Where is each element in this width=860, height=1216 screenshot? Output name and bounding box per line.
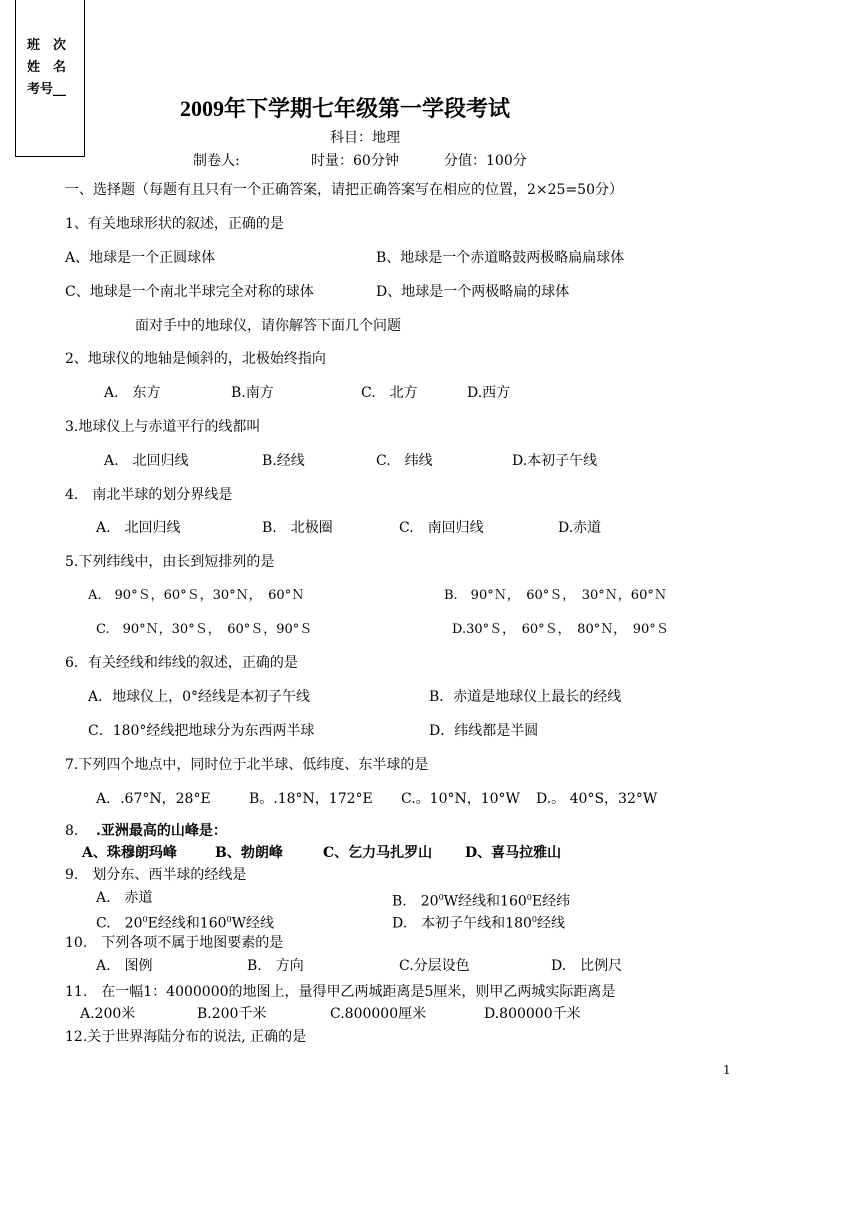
q1-option-b: B、地球是一个赤道略鼓两极略扁扁球体 xyxy=(376,250,625,266)
subject-label: 科目：地理 xyxy=(330,130,400,146)
maker-label: 制卷人: xyxy=(193,153,240,169)
class-label: 班 次 xyxy=(27,38,67,53)
q11-option-d: D.800000千米 xyxy=(484,1006,581,1022)
intro-text: 面对手中的地球仪，请你解答下面几个问题 xyxy=(135,318,401,334)
q11-option-c: C.800000厘米 xyxy=(330,1006,427,1022)
q7-option-a: A．.67°N，28°E xyxy=(96,791,211,807)
q8-option-a: A、珠穆朗玛峰 xyxy=(82,845,177,861)
q2-option-b: B.南方 xyxy=(231,385,274,401)
q6-option-a: A．地球仪上，0°经线是本初子午线 xyxy=(88,689,311,705)
q1-stem: 1、有关地球形状的叙述，正确的是 xyxy=(65,216,284,232)
student-info-box xyxy=(15,0,85,157)
q8-stem: .亚洲最高的山峰是： xyxy=(96,823,227,839)
q5-option-d: D.30°Ｓ， 60°Ｓ， 80°Ｎ， 90°Ｓ xyxy=(452,622,669,637)
q1-option-a: A、地球是一个正圆球体 xyxy=(65,250,216,266)
q4-option-a: A. 北回归线 xyxy=(96,520,181,536)
q8-option-b: B、勃朗峰 xyxy=(215,845,283,861)
q2-option-a: A. 东方 xyxy=(104,385,161,401)
q9-option-c: C. $20^0E$经线和$160^0W$经线 xyxy=(96,915,275,932)
q3-stem: 3.地球仪上与赤道平行的线都叫 xyxy=(65,419,261,435)
q9-option-a: A. 赤道 xyxy=(96,890,153,906)
name-label: 姓 名 xyxy=(27,60,67,75)
q9-option-d: D. 本初子午线和$180^0$经线 xyxy=(392,915,565,932)
q10-stem: 10. 下列各项不属于地图要素的是 xyxy=(65,935,284,951)
q2-option-c: C. 北方 xyxy=(361,385,418,401)
q11-option-a: A.200米 xyxy=(80,1006,136,1022)
page-number: 1 xyxy=(723,1063,731,1077)
q6-option-c: C．180°经线把地球分为东西两半球 xyxy=(88,723,315,739)
q8-option-c: C、乞力马扎罗山 xyxy=(323,845,433,861)
q1-option-c: C、地球是一个南北半球完全对称的球体 xyxy=(65,284,314,300)
q4-stem: 4. 南北半球的划分界线是 xyxy=(65,487,233,503)
q7-option-c: C.。10°N，10°W xyxy=(401,791,520,807)
q8-number: 8. xyxy=(65,823,79,839)
q7-stem: 7.下列四个地点中，同时位于北半球、低纬度、东半球的是 xyxy=(65,757,429,773)
exam-number-label: 考号__ xyxy=(27,82,67,97)
q10-option-c: C.分层设色 xyxy=(399,958,470,974)
q3-option-b: B.经线 xyxy=(262,453,305,469)
page-title: 2009年下学期七年级第一学段考试 xyxy=(180,96,511,121)
q6-option-b: B．赤道是地球仪上最长的经线 xyxy=(429,689,622,705)
q3-option-c: C. 纬线 xyxy=(376,453,433,469)
q5-option-b: B. 90°Ｎ， 60°Ｓ， 30°Ｎ，60°Ｎ xyxy=(444,588,667,603)
q6-stem: 6．有关经线和纬线的叙述，正确的是 xyxy=(65,655,298,671)
q10-option-b: B. 方向 xyxy=(247,958,304,974)
q5-stem: 5.下列纬线中，由长到短排列的是 xyxy=(65,554,275,570)
q5-option-c: C. 90°Ｎ，30°Ｓ， 60°Ｓ，90°Ｓ xyxy=(96,622,313,637)
q10-option-d: D. 比例尺 xyxy=(551,958,623,974)
q7-option-b: B。.18°N，172°E xyxy=(249,791,373,807)
q11-option-b: B.200千米 xyxy=(197,1006,267,1022)
q10-option-a: A. 图例 xyxy=(96,958,153,974)
q7-option-d: D.。 40°S，32°W xyxy=(536,791,658,807)
q1-option-d: D、地球是一个两极略扁的球体 xyxy=(376,284,570,300)
q11-stem: 11. 在一幅1：4000000的地图上，量得甲乙两城距离是5厘米，则甲乙两城实际距离是 xyxy=(65,984,616,1000)
q5-option-a: A. 90°Ｓ，60°Ｓ，30°Ｎ， 60°Ｎ xyxy=(88,588,305,603)
q6-option-d: D．纬线都是半圆 xyxy=(429,723,539,739)
q4-option-c: C. 南回归线 xyxy=(399,520,484,536)
q3-option-d: D.本初子午线 xyxy=(512,453,598,469)
q9-stem: 9. 划分东、西半球的经线是 xyxy=(65,867,247,883)
score-label: 分值：100分 xyxy=(444,153,527,169)
q2-option-d: D.西方 xyxy=(467,385,511,401)
q9-option-b: B. $20^0W$经线和$160^0E$经纬 xyxy=(392,893,571,910)
time-label: 时量：60分钟 xyxy=(311,153,399,169)
q2-stem: 2、地球仪的地轴是倾斜的，北极始终指向 xyxy=(65,351,326,367)
section-heading: 一、选择题（每题有且只有一个正确答案，请把正确答案写在相应的位置，2×25=50分） xyxy=(65,182,623,198)
q12-stem: 12.关于世界海陆分布的说法, 正确的是 xyxy=(65,1029,307,1045)
q3-option-a: A. 北回归线 xyxy=(104,453,189,469)
q4-option-d: D.赤道 xyxy=(558,520,602,536)
q8-option-d: D、喜马拉雅山 xyxy=(465,845,562,861)
q4-option-b: B. 北极圈 xyxy=(262,520,333,536)
